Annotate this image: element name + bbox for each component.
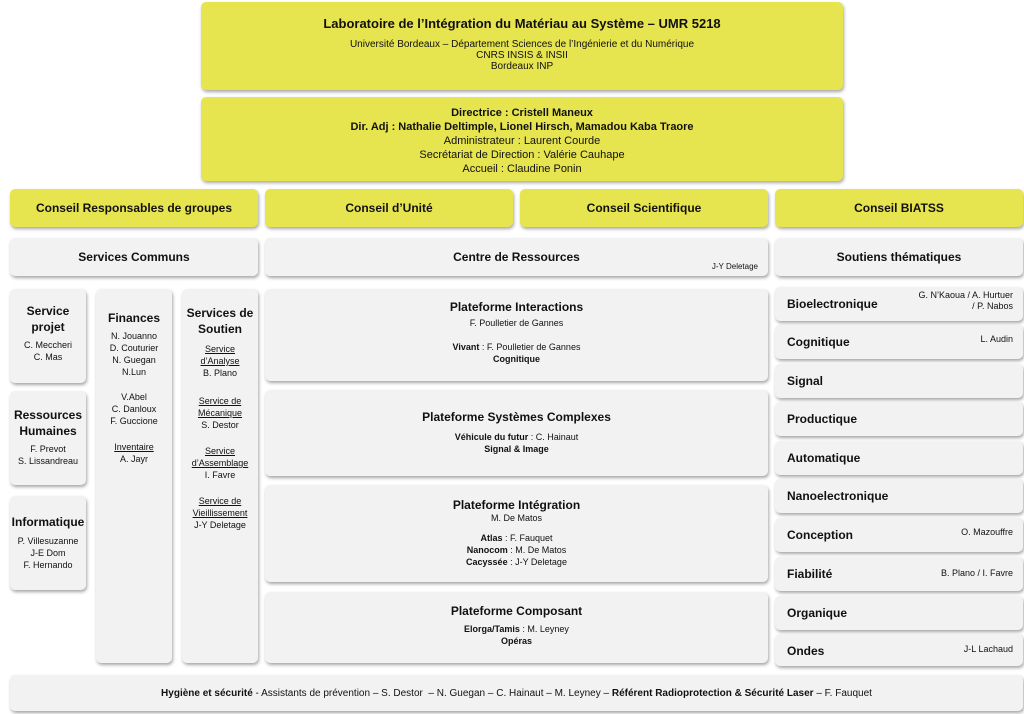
person: C. Meccheri: [23, 340, 72, 350]
soutien-item-conception: Conception O. Mazouffre: [775, 518, 1023, 552]
plateforme-integration: [265, 485, 768, 582]
plateforme-row: Cacyssée : J-Y Deletage: [466, 557, 567, 567]
footer-radioprotection-text: – F. Fauquet: [813, 687, 872, 699]
person: I. Favre: [204, 470, 236, 480]
finances-title: Finances: [107, 311, 161, 325]
council-unit: Conseil d’Unité: [265, 189, 513, 227]
service-projet-title: Service projet: [26, 304, 70, 334]
soutiens-thematiques-header: Soutiens thématiques: [775, 238, 1023, 276]
person: B. Plano: [202, 368, 238, 378]
soutien-item-productique: Productique: [775, 402, 1023, 436]
plateforme-systemes-complexes: [265, 390, 768, 476]
informatique-title: Informatique: [11, 515, 85, 529]
administrateur: Administrateur : Laurent Courde: [443, 135, 601, 147]
person: C. Mas: [33, 352, 63, 362]
plateforme-row: Vivant : F. Poulletier de Gannes: [452, 342, 581, 352]
ressources-humaines-box: [10, 391, 86, 485]
soutien-item-signal: Signal: [775, 364, 1023, 398]
ressources-humaines-title: Ressources Humaines: [13, 408, 83, 438]
footer-hygiene-securite: [10, 675, 1023, 711]
plateforme-row: Atlas : F. Fauquet: [480, 533, 553, 543]
accueil: Accueil : Claudine Ponin: [462, 163, 582, 175]
person: D. Couturier: [109, 343, 159, 353]
footer-hygiene-label: Hygiène et sécurité: [161, 687, 253, 699]
plateforme-row: Véhicule du futur : C. Hainaut: [454, 432, 579, 442]
soutien-service-label: Service d’Analyse: [200, 344, 240, 366]
plateforme-row: Nanocom : M. De Matos: [466, 545, 567, 555]
services-soutien-title: Services de Soutien: [186, 306, 254, 336]
centre-ressources-head: J-Y Deletage: [711, 262, 758, 271]
centre-ressources-header: [265, 238, 768, 276]
plateforme-interactions: [265, 289, 768, 381]
plateforme-composant: [265, 592, 768, 663]
council-scientific: Conseil Scientifique: [520, 189, 768, 227]
soutien-item-nanoelectronique: Nanoelectronique: [775, 479, 1023, 513]
soutien-item-automatique: Automatique: [775, 441, 1023, 475]
centre-ressources-title: Centre de Ressources: [453, 250, 580, 264]
finances-box: [96, 289, 172, 663]
service-projet-box: [10, 289, 86, 383]
secretariat: Secrétariat de Direction : Valérie Cauhape: [419, 149, 625, 161]
services-communs-header: Services Communs: [10, 238, 258, 276]
plateforme-row: Elorga/Tamis : M. Leyney: [464, 624, 569, 634]
person: S. Destor: [201, 420, 239, 430]
person: P. Villesuzanne: [17, 536, 79, 546]
footer-prevention-text: - Assistants de prévention – S. Destor – N. Guegan – C. Hainaut – M. Leyney –: [252, 687, 612, 699]
person: F. Prevot: [30, 444, 66, 454]
lab-affiliation-1: Université Bordeaux – Département Sciences de l’Ingénierie et du Numérique: [349, 39, 695, 50]
soutien-service-label: Service de Mécanique: [197, 396, 243, 418]
lab-header: [201, 2, 843, 90]
plateforme-title: Plateforme Interactions: [449, 300, 584, 314]
soutien-item-cognitique: Cognitique L. Audin: [775, 325, 1023, 359]
informatique-box: [10, 496, 86, 590]
person: N.Lun: [121, 367, 147, 377]
direction-box: [201, 97, 843, 181]
plateforme-title: Plateforme Composant: [450, 604, 583, 618]
person: J-E Dom: [30, 548, 66, 558]
plateforme-row: Signal & Image: [484, 444, 549, 454]
plateforme-lead: M. De Matos: [490, 513, 542, 523]
inventaire-label: Inventaire: [114, 442, 154, 452]
plateforme-title: Plateforme Systèmes Complexes: [422, 410, 611, 424]
person: S. Lissandreau: [17, 456, 79, 466]
lab-affiliation-3: Bordeaux INP: [490, 61, 554, 72]
soutien-item-ondes: Ondes J-L Lachaud: [775, 634, 1023, 666]
plateforme-row: Opéras: [500, 636, 533, 646]
plateforme-lead: F. Poulletier de Gannes: [469, 318, 564, 328]
lab-affiliation-2: CNRS INSIS & INSII: [476, 50, 568, 61]
lab-title: Laboratoire de l’Intégration du Matériau au Système – UMR 5218: [323, 16, 721, 31]
footer-radioprotection-label: Référent Radioprotection & Sécurité Laser: [611, 687, 814, 699]
council-group-leaders: Conseil Responsables de groupes: [10, 189, 258, 227]
soutien-service-label: Service d’Assemblage: [191, 446, 249, 468]
directeurs-adjoints: Dir. Adj : Nathalie Deltimple, Lionel Hirsch, Mamadou Kaba Traore: [350, 121, 694, 133]
services-soutien-box: [182, 289, 258, 663]
person: A. Jayr: [119, 454, 148, 464]
soutien-service-label: Service de Vieillissement: [192, 496, 248, 518]
plateforme-title: Plateforme Intégration: [452, 498, 581, 512]
person: J-Y Deletage: [194, 520, 246, 530]
council-biatss: Conseil BIATSS: [775, 189, 1023, 227]
soutien-item-fiabilite: Fiabilité B. Plano / I. Favre: [775, 557, 1023, 591]
person: F. Guccione: [110, 416, 158, 426]
person: N. Guegan: [112, 355, 156, 365]
directrice: Directrice : Cristell Maneux: [451, 107, 593, 119]
soutien-item-organique: Organique: [775, 596, 1023, 630]
person: C. Danloux: [111, 404, 157, 414]
plateforme-row: Cognitique: [493, 354, 540, 364]
person: V.Abel: [121, 392, 147, 402]
person: F. Hernando: [23, 560, 73, 570]
person: N. Jouanno: [110, 331, 158, 341]
soutien-item-bioelectronique: Bioelectronique G. N’Kaoua / A. Hurtuer / P. Nabos: [775, 287, 1023, 321]
